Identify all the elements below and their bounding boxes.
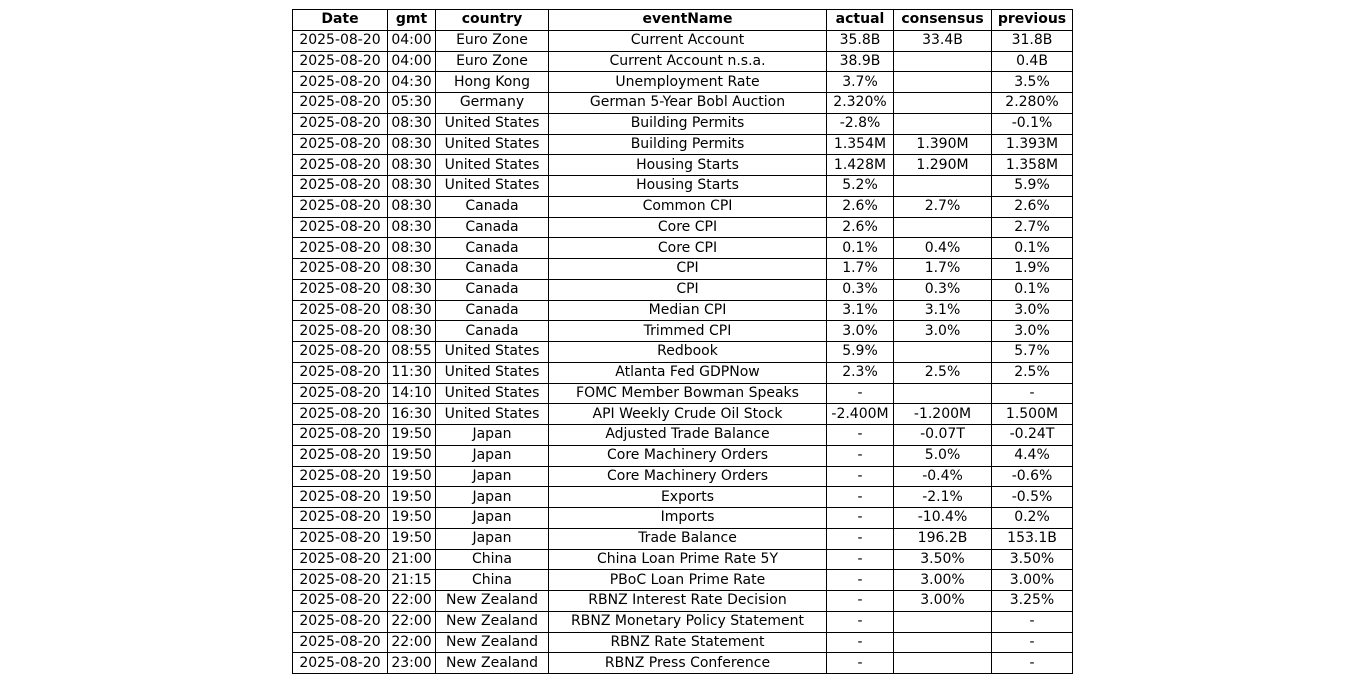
table-row — [293, 611, 1073, 632]
cell-date: 2025-08-20 — [293, 217, 388, 238]
cell-previous: 3.00% — [992, 570, 1073, 591]
cell-consensus — [894, 342, 992, 363]
cell-event-name: Building Permits — [549, 134, 827, 155]
cell-previous: 3.0% — [992, 321, 1073, 342]
cell-consensus — [894, 632, 992, 653]
cell-event-name: Exports — [549, 487, 827, 508]
cell-actual: 3.0% — [827, 321, 894, 342]
cell-event-name: Median CPI — [549, 300, 827, 321]
cell-gmt: 22:00 — [388, 591, 436, 612]
cell-country: United States — [436, 404, 549, 425]
cell-previous: 5.7% — [992, 342, 1073, 363]
cell-country: Canada — [436, 196, 549, 217]
table-row — [293, 30, 1073, 51]
header-date: Date — [293, 10, 388, 31]
cell-gmt: 08:30 — [388, 134, 436, 155]
cell-gmt: 11:30 — [388, 362, 436, 383]
cell-event-name: Current Account n.s.a. — [549, 51, 827, 72]
cell-gmt: 04:00 — [388, 51, 436, 72]
cell-date: 2025-08-20 — [293, 466, 388, 487]
cell-actual: 38.9B — [827, 51, 894, 72]
cell-actual: -2.8% — [827, 113, 894, 134]
cell-previous: 0.2% — [992, 508, 1073, 529]
cell-previous: 153.1B — [992, 528, 1073, 549]
cell-previous: 1.9% — [992, 259, 1073, 280]
cell-consensus: 33.4B — [894, 30, 992, 51]
cell-gmt: 19:50 — [388, 466, 436, 487]
cell-actual: - — [827, 653, 894, 674]
cell-event-name: Trimmed CPI — [549, 321, 827, 342]
cell-country: United States — [436, 176, 549, 197]
cell-previous: - — [992, 383, 1073, 404]
cell-date: 2025-08-20 — [293, 321, 388, 342]
cell-event-name: Core Machinery Orders — [549, 466, 827, 487]
cell-country: New Zealand — [436, 632, 549, 653]
cell-date: 2025-08-20 — [293, 51, 388, 72]
cell-actual: 0.1% — [827, 238, 894, 259]
cell-consensus — [894, 176, 992, 197]
cell-gmt: 08:30 — [388, 176, 436, 197]
cell-date: 2025-08-20 — [293, 653, 388, 674]
cell-country: United States — [436, 113, 549, 134]
cell-consensus: 0.4% — [894, 238, 992, 259]
table-row — [293, 72, 1073, 93]
cell-gmt: 22:00 — [388, 611, 436, 632]
cell-country: Canada — [436, 321, 549, 342]
cell-gmt: 08:30 — [388, 113, 436, 134]
table-row — [293, 445, 1073, 466]
cell-gmt: 14:10 — [388, 383, 436, 404]
cell-date: 2025-08-20 — [293, 176, 388, 197]
cell-gmt: 21:15 — [388, 570, 436, 591]
table-row — [293, 321, 1073, 342]
cell-consensus — [894, 611, 992, 632]
table-row — [293, 196, 1073, 217]
cell-gmt: 08:30 — [388, 217, 436, 238]
cell-date: 2025-08-20 — [293, 570, 388, 591]
cell-consensus: -0.4% — [894, 466, 992, 487]
cell-consensus — [894, 72, 992, 93]
cell-event-name: Adjusted Trade Balance — [549, 425, 827, 446]
cell-date: 2025-08-20 — [293, 549, 388, 570]
cell-actual: - — [827, 508, 894, 529]
cell-consensus: 5.0% — [894, 445, 992, 466]
cell-previous: - — [992, 632, 1073, 653]
cell-date: 2025-08-20 — [293, 383, 388, 404]
cell-actual: - — [827, 466, 894, 487]
cell-actual: 1.428M — [827, 155, 894, 176]
cell-country: Euro Zone — [436, 30, 549, 51]
cell-gmt: 04:00 — [388, 30, 436, 51]
cell-previous: 5.9% — [992, 176, 1073, 197]
cell-consensus: -1.200M — [894, 404, 992, 425]
cell-country: Japan — [436, 508, 549, 529]
cell-consensus — [894, 383, 992, 404]
cell-consensus: 196.2B — [894, 528, 992, 549]
cell-previous: 3.25% — [992, 591, 1073, 612]
cell-date: 2025-08-20 — [293, 113, 388, 134]
cell-previous: -0.6% — [992, 466, 1073, 487]
table-row — [293, 653, 1073, 674]
cell-consensus — [894, 113, 992, 134]
cell-gmt: 08:30 — [388, 321, 436, 342]
cell-event-name: Core CPI — [549, 217, 827, 238]
cell-gmt: 16:30 — [388, 404, 436, 425]
cell-actual: - — [827, 591, 894, 612]
cell-country: United States — [436, 342, 549, 363]
cell-previous: 2.5% — [992, 362, 1073, 383]
cell-country: China — [436, 549, 549, 570]
cell-gmt: 08:55 — [388, 342, 436, 363]
cell-date: 2025-08-20 — [293, 528, 388, 549]
cell-consensus: 1.7% — [894, 259, 992, 280]
cell-previous: -0.24T — [992, 425, 1073, 446]
cell-event-name: Imports — [549, 508, 827, 529]
cell-gmt: 04:30 — [388, 72, 436, 93]
cell-consensus: 3.0% — [894, 321, 992, 342]
cell-previous: 0.1% — [992, 279, 1073, 300]
cell-country: Canada — [436, 238, 549, 259]
cell-date: 2025-08-20 — [293, 279, 388, 300]
cell-actual: 3.7% — [827, 72, 894, 93]
table-row — [293, 155, 1073, 176]
header-event-name: eventName — [549, 10, 827, 31]
cell-consensus — [894, 217, 992, 238]
cell-previous: 1.393M — [992, 134, 1073, 155]
cell-actual: 5.2% — [827, 176, 894, 197]
cell-gmt: 19:50 — [388, 487, 436, 508]
cell-event-name: API Weekly Crude Oil Stock — [549, 404, 827, 425]
table-row — [293, 238, 1073, 259]
cell-country: Japan — [436, 487, 549, 508]
cell-actual: - — [827, 570, 894, 591]
cell-actual: - — [827, 487, 894, 508]
header-row — [293, 10, 1073, 31]
table-row — [293, 383, 1073, 404]
cell-event-name: RBNZ Rate Statement — [549, 632, 827, 653]
cell-gmt: 19:50 — [388, 445, 436, 466]
cell-actual: - — [827, 549, 894, 570]
cell-event-name: Housing Starts — [549, 176, 827, 197]
cell-date: 2025-08-20 — [293, 300, 388, 321]
cell-gmt: 08:30 — [388, 196, 436, 217]
cell-consensus: 1.290M — [894, 155, 992, 176]
cell-previous: 3.50% — [992, 549, 1073, 570]
cell-date: 2025-08-20 — [293, 591, 388, 612]
cell-country: Germany — [436, 93, 549, 114]
cell-event-name: Common CPI — [549, 196, 827, 217]
cell-event-name: FOMC Member Bowman Speaks — [549, 383, 827, 404]
cell-country: New Zealand — [436, 591, 549, 612]
cell-previous: 2.7% — [992, 217, 1073, 238]
table-row — [293, 570, 1073, 591]
cell-previous: -0.5% — [992, 487, 1073, 508]
cell-consensus: 2.5% — [894, 362, 992, 383]
cell-date: 2025-08-20 — [293, 487, 388, 508]
cell-previous: - — [992, 653, 1073, 674]
cell-event-name: China Loan Prime Rate 5Y — [549, 549, 827, 570]
cell-event-name: CPI — [549, 259, 827, 280]
cell-country: New Zealand — [436, 653, 549, 674]
cell-consensus: -2.1% — [894, 487, 992, 508]
cell-date: 2025-08-20 — [293, 342, 388, 363]
table-row — [293, 113, 1073, 134]
table-row — [293, 508, 1073, 529]
cell-actual: 0.3% — [827, 279, 894, 300]
cell-gmt: 23:00 — [388, 653, 436, 674]
cell-consensus: 1.390M — [894, 134, 992, 155]
cell-consensus: -10.4% — [894, 508, 992, 529]
cell-previous: 0.1% — [992, 238, 1073, 259]
cell-date: 2025-08-20 — [293, 632, 388, 653]
cell-previous: - — [992, 611, 1073, 632]
cell-country: Japan — [436, 425, 549, 446]
cell-previous: 1.358M — [992, 155, 1073, 176]
table-row — [293, 425, 1073, 446]
cell-event-name: Trade Balance — [549, 528, 827, 549]
table-row — [293, 591, 1073, 612]
table-row — [293, 279, 1073, 300]
cell-country: Euro Zone — [436, 51, 549, 72]
cell-event-name: Core CPI — [549, 238, 827, 259]
table-row — [293, 487, 1073, 508]
table-row — [293, 259, 1073, 280]
table-row — [293, 342, 1073, 363]
cell-consensus — [894, 93, 992, 114]
cell-actual: 2.320% — [827, 93, 894, 114]
cell-date: 2025-08-20 — [293, 611, 388, 632]
cell-date: 2025-08-20 — [293, 196, 388, 217]
cell-country: Canada — [436, 259, 549, 280]
table-header — [293, 10, 1073, 31]
header-previous: previous — [992, 10, 1073, 31]
cell-consensus: 3.50% — [894, 549, 992, 570]
cell-country: China — [436, 570, 549, 591]
cell-date: 2025-08-20 — [293, 72, 388, 93]
cell-previous: 3.5% — [992, 72, 1073, 93]
cell-gmt: 19:50 — [388, 425, 436, 446]
cell-event-name: CPI — [549, 279, 827, 300]
cell-date: 2025-08-20 — [293, 362, 388, 383]
table-row — [293, 134, 1073, 155]
cell-previous: 1.500M — [992, 404, 1073, 425]
cell-actual: 35.8B — [827, 30, 894, 51]
cell-country: Canada — [436, 217, 549, 238]
economic-calendar-table — [292, 9, 1073, 674]
cell-event-name: RBNZ Monetary Policy Statement — [549, 611, 827, 632]
cell-event-name: RBNZ Interest Rate Decision — [549, 591, 827, 612]
cell-country: Hong Kong — [436, 72, 549, 93]
cell-country: United States — [436, 383, 549, 404]
cell-actual: 5.9% — [827, 342, 894, 363]
cell-previous: -0.1% — [992, 113, 1073, 134]
cell-consensus: -0.07T — [894, 425, 992, 446]
table-row — [293, 176, 1073, 197]
cell-gmt: 21:00 — [388, 549, 436, 570]
cell-country: Canada — [436, 279, 549, 300]
cell-consensus — [894, 51, 992, 72]
cell-gmt: 08:30 — [388, 300, 436, 321]
cell-event-name: Core Machinery Orders — [549, 445, 827, 466]
cell-date: 2025-08-20 — [293, 445, 388, 466]
cell-gmt: 22:00 — [388, 632, 436, 653]
cell-previous: 2.280% — [992, 93, 1073, 114]
cell-country: New Zealand — [436, 611, 549, 632]
cell-country: United States — [436, 362, 549, 383]
table-body — [293, 30, 1073, 673]
table-row — [293, 217, 1073, 238]
table-row — [293, 300, 1073, 321]
cell-event-name: German 5-Year Bobl Auction — [549, 93, 827, 114]
cell-consensus: 0.3% — [894, 279, 992, 300]
cell-consensus: 2.7% — [894, 196, 992, 217]
cell-country: Japan — [436, 528, 549, 549]
cell-date: 2025-08-20 — [293, 134, 388, 155]
table-row — [293, 93, 1073, 114]
cell-previous: 3.0% — [992, 300, 1073, 321]
cell-date: 2025-08-20 — [293, 93, 388, 114]
table-row — [293, 362, 1073, 383]
table-row — [293, 528, 1073, 549]
cell-date: 2025-08-20 — [293, 30, 388, 51]
header-consensus: consensus — [894, 10, 992, 31]
cell-actual: - — [827, 528, 894, 549]
cell-date: 2025-08-20 — [293, 404, 388, 425]
cell-country: United States — [436, 155, 549, 176]
cell-gmt: 08:30 — [388, 238, 436, 259]
cell-previous: 0.4B — [992, 51, 1073, 72]
cell-consensus: 3.1% — [894, 300, 992, 321]
cell-actual: - — [827, 445, 894, 466]
cell-event-name: Current Account — [549, 30, 827, 51]
cell-gmt: 08:30 — [388, 259, 436, 280]
table-row — [293, 51, 1073, 72]
cell-actual: 3.1% — [827, 300, 894, 321]
cell-event-name: Redbook — [549, 342, 827, 363]
cell-date: 2025-08-20 — [293, 238, 388, 259]
cell-actual: - — [827, 425, 894, 446]
table-row — [293, 549, 1073, 570]
cell-actual: 2.6% — [827, 196, 894, 217]
cell-date: 2025-08-20 — [293, 425, 388, 446]
header-gmt: gmt — [388, 10, 436, 31]
cell-actual: 2.6% — [827, 217, 894, 238]
table-row — [293, 632, 1073, 653]
cell-actual: 2.3% — [827, 362, 894, 383]
table-row — [293, 466, 1073, 487]
cell-date: 2025-08-20 — [293, 155, 388, 176]
cell-event-name: Atlanta Fed GDPNow — [549, 362, 827, 383]
cell-gmt: 19:50 — [388, 528, 436, 549]
cell-gmt: 08:30 — [388, 155, 436, 176]
table-row — [293, 404, 1073, 425]
cell-event-name: Building Permits — [549, 113, 827, 134]
cell-previous: 31.8B — [992, 30, 1073, 51]
cell-previous: 4.4% — [992, 445, 1073, 466]
header-actual: actual — [827, 10, 894, 31]
cell-date: 2025-08-20 — [293, 259, 388, 280]
cell-actual: - — [827, 383, 894, 404]
cell-consensus — [894, 653, 992, 674]
cell-actual: - — [827, 632, 894, 653]
cell-actual: 1.354M — [827, 134, 894, 155]
cell-actual: 1.7% — [827, 259, 894, 280]
cell-country: United States — [436, 134, 549, 155]
cell-consensus: 3.00% — [894, 570, 992, 591]
cell-event-name: Unemployment Rate — [549, 72, 827, 93]
cell-consensus: 3.00% — [894, 591, 992, 612]
cell-gmt: 05:30 — [388, 93, 436, 114]
cell-event-name: RBNZ Press Conference — [549, 653, 827, 674]
cell-previous: 2.6% — [992, 196, 1073, 217]
cell-country: Japan — [436, 466, 549, 487]
cell-country: Canada — [436, 300, 549, 321]
cell-event-name: PBoC Loan Prime Rate — [549, 570, 827, 591]
header-country: country — [436, 10, 549, 31]
cell-gmt: 08:30 — [388, 279, 436, 300]
cell-event-name: Housing Starts — [549, 155, 827, 176]
cell-actual: -2.400M — [827, 404, 894, 425]
cell-country: Japan — [436, 445, 549, 466]
cell-actual: - — [827, 611, 894, 632]
cell-date: 2025-08-20 — [293, 508, 388, 529]
cell-gmt: 19:50 — [388, 508, 436, 529]
